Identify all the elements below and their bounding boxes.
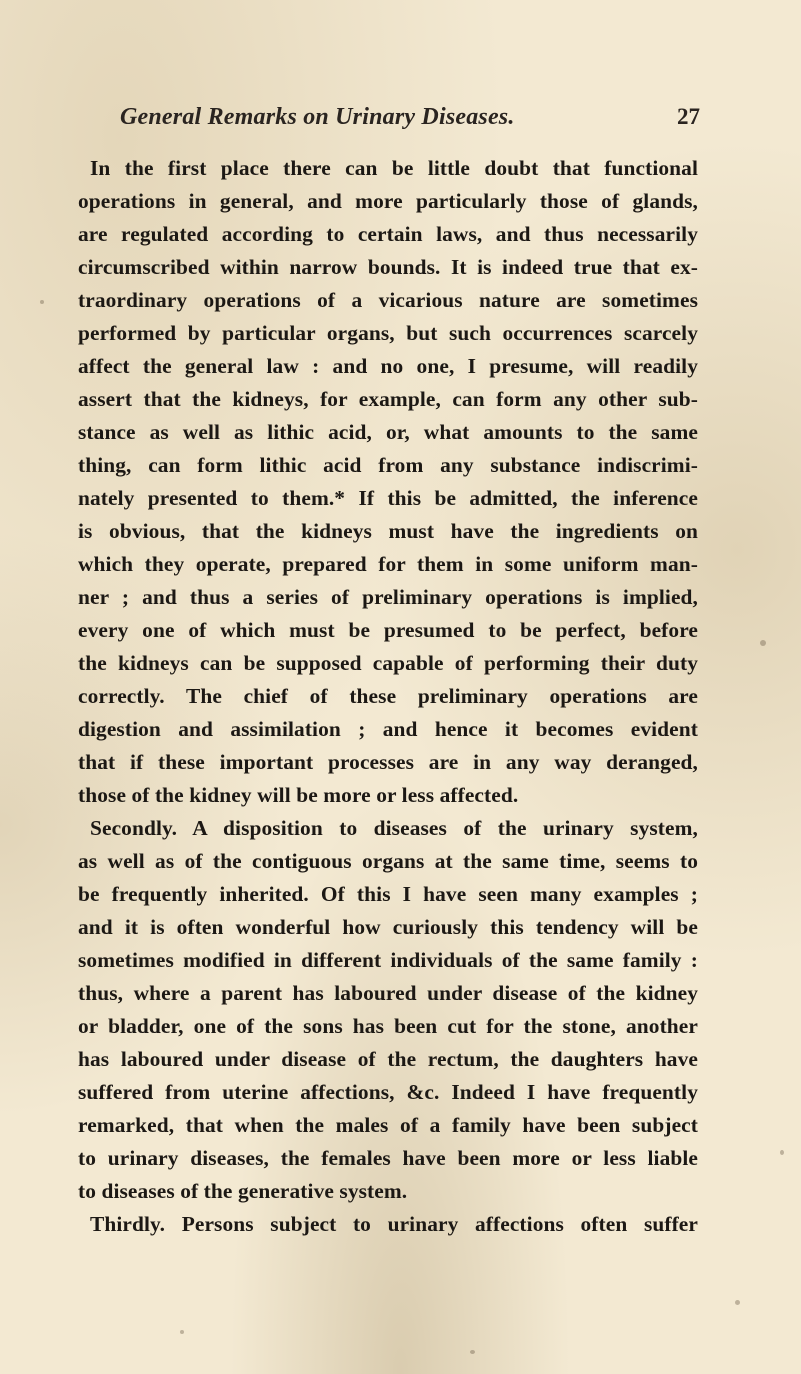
text-line: correctly. The chief of these preliminary operations are xyxy=(78,684,698,708)
text-line: Secondly. A disposition to diseases of the urinary system, xyxy=(90,816,698,840)
text-line: has laboured under disease of the rectum, the daughters have xyxy=(78,1047,698,1071)
running-title: General Remarks on Urinary Diseases. xyxy=(120,104,515,130)
text-line: performed by particular organs, but such occurrences scarcely xyxy=(78,321,698,345)
paper-speck xyxy=(780,1150,784,1155)
text-line: or bladder, one of the sons has been cut for the stone, another xyxy=(78,1014,698,1038)
page-number: 27 xyxy=(677,104,700,129)
text-line: every one of which must be presumed to be perfect, before xyxy=(78,618,698,642)
text-line: and it is often wonderful how curiously this tendency will be xyxy=(78,915,698,939)
text-line: that if these important processes are in any way deranged, xyxy=(78,750,698,774)
text-line: suffered from uterine affections, &c. Indeed I have frequently xyxy=(78,1080,698,1104)
text-line: the kidneys can be supposed capable of performing their duty xyxy=(78,651,698,675)
text-line: operations in general, and more particularly those of glands, xyxy=(78,189,698,213)
running-head xyxy=(120,104,700,144)
paper-speck xyxy=(760,640,766,646)
text-line: be frequently inherited. Of this I have seen many examples ; xyxy=(78,882,698,906)
text-line: remarked, that when the males of a family have been subject xyxy=(78,1113,698,1137)
text-line: which they operate, prepared for them in some uniform man- xyxy=(78,552,698,576)
text-line: to diseases of the generative system. xyxy=(78,1179,408,1203)
text-line: as well as of the contiguous organs at the same time, seems to xyxy=(78,849,698,873)
paper-speck xyxy=(180,1330,184,1334)
text-line: affect the general law : and no one, I presume, will readily xyxy=(78,354,698,378)
text-line: is obvious, that the kidneys must have the ingredients on xyxy=(78,519,698,543)
text-line: thing, can form lithic acid from any substance indiscrimi- xyxy=(78,453,698,477)
text-line: In the first place there can be little doubt that functional xyxy=(90,156,698,180)
text-line: sometimes modified in different individuals of the same family : xyxy=(78,948,698,972)
body-text xyxy=(78,152,698,1241)
text-line: thus, where a parent has laboured under disease of the kidney xyxy=(78,981,698,1005)
text-line: circumscribed within narrow bounds. It is indeed true that ex- xyxy=(78,255,698,279)
paper-speck xyxy=(470,1350,475,1354)
text-line: to urinary diseases, the females have been more or less liable xyxy=(78,1146,698,1170)
text-line: traordinary operations of a vicarious nature are sometimes xyxy=(78,288,698,312)
text-line: digestion and assimilation ; and hence it becomes evident xyxy=(78,717,698,741)
text-line: stance as well as lithic acid, or, what amounts to the same xyxy=(78,420,698,444)
text-line: assert that the kidneys, for example, can form any other sub- xyxy=(78,387,698,411)
paper-speck xyxy=(40,300,44,304)
text-line: nately presented to them.* If this be admitted, the inference xyxy=(78,486,698,510)
text-line: ner ; and thus a series of preliminary operations is implied, xyxy=(78,585,698,609)
text-line: are regulated according to certain laws, and thus necessarily xyxy=(78,222,698,246)
text-line: those of the kidney will be more or less affected. xyxy=(78,783,519,807)
text-line: Thirdly. Persons subject to urinary affections often suffer xyxy=(90,1212,698,1236)
paper-speck xyxy=(735,1300,740,1305)
